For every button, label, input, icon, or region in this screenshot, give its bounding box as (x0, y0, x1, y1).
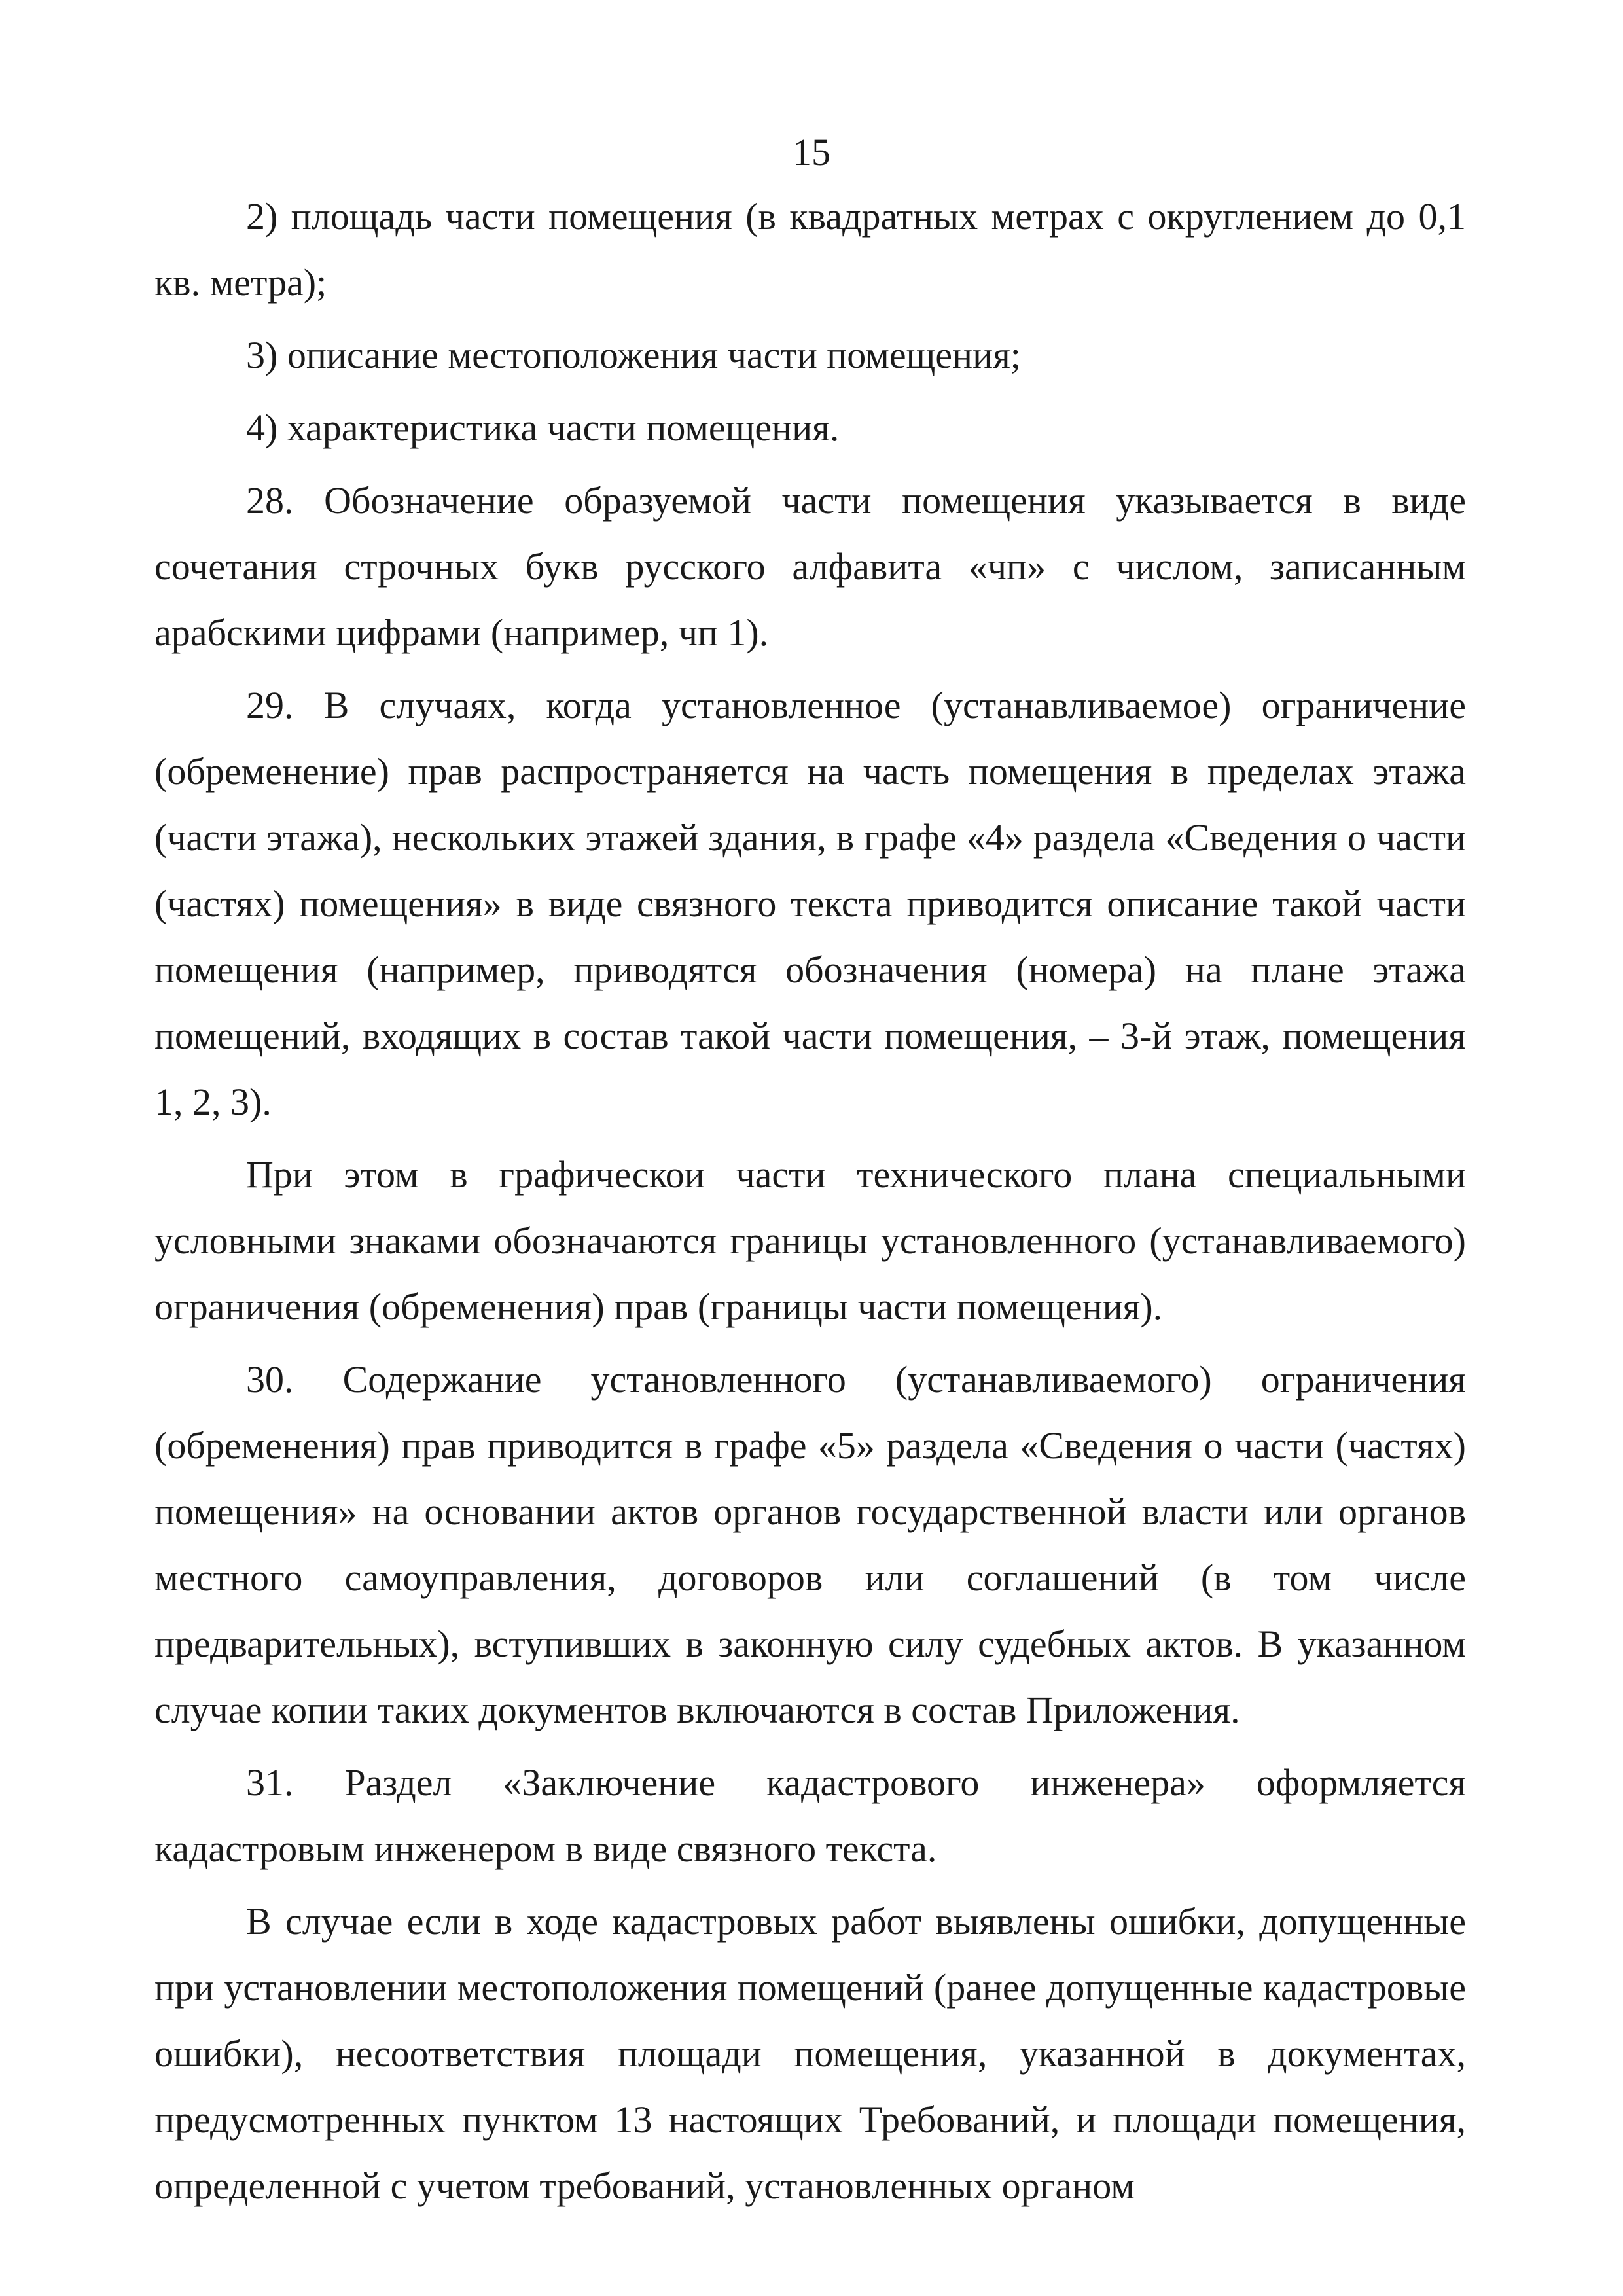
paragraph-31: 31. Раздел «Заключение кадастрового инженера» оформляется кадастровым инженером в виде связного текста. (154, 1761, 1466, 1870)
document-body (154, 183, 1466, 2219)
paragraph-item-3: 3) описание местоположения части помещения; (246, 334, 1021, 376)
paragraph-29: 29. В случаях, когда установленное (устанавливаемое) ограничение (обременение) прав распространяется на часть помещения в пределах этажа (части этажа), нескольких этажей здания, в графе «4» раздела «Сведения о части (частях) помещения» в виде связного текста приводится описание такой части помещения (например, приводятся обозначения (номера) на плане этажа помещений, входящих в состав такой части помещения, – 3-й этаж, помещения 1, 2, 3). (154, 684, 1466, 1123)
paragraph-item-4: 4) характеристика части помещения. (246, 406, 840, 449)
paragraph-item-2: 2) площадь части помещения (в квадратных метрах с округлением до 0,1 кв. метра); (154, 195, 1466, 304)
paragraph-28: 28. Обозначение образуемой части помещения указывается в виде сочетания строчных букв русского алфавита «чп» с числом, записанным арабскими цифрами (например, чп 1). (154, 479, 1466, 654)
page-number: 15 (793, 131, 830, 173)
paragraph-31-continuation: В случае если в ходе кадастровых работ выявлены ошибки, допущенные при установлении местоположения помещений (ранее допущенные кадастровые ошибки), несоответствия площади помещения, указанной в документах, предусмотренных пунктом 13 настоящих Требований, и площади помещения, определенной с учетом требований, установленных органом (154, 1900, 1466, 2207)
paragraph-30: 30. Содержание установленного (устанавливаемого) ограничения (обременения) прав приводится в графе «5» раздела «Сведения о части (частях) помещения» на основании актов органов государственной власти или органов местного самоуправления, договоров или соглашений (в том числе предварительных), вступивших в законную силу судебных актов. В указанном случае копии таких документов включаются в состав Приложения. (154, 1358, 1466, 1731)
paragraph-29-continuation: При этом в графическои части технического плана специальными условными знаками обозначаются границы установленного (устанавливаемого) ограничения (обременения) прав (границы части помещения). (154, 1153, 1466, 1328)
